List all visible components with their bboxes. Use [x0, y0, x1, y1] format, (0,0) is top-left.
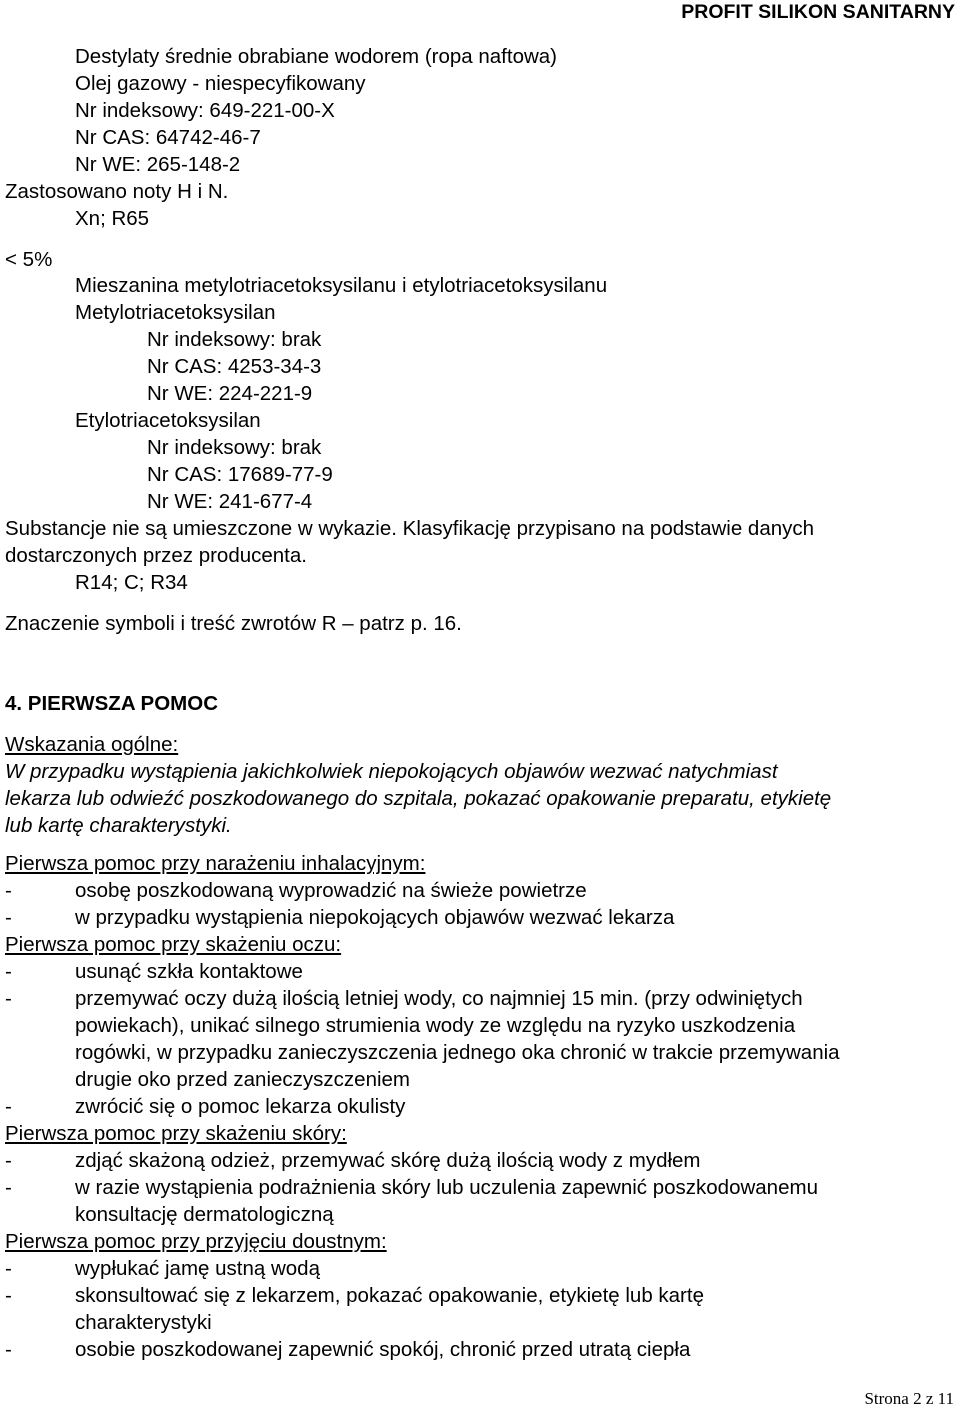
bullet: -: [5, 960, 12, 983]
component-name: Destylaty średnie obrabiane wodorem (ropa naftowa): [75, 45, 558, 68]
subsection-heading: Pierwsza pomoc przy przyjęciu doustnym:: [5, 1230, 387, 1253]
classification-note: Substancje nie są umieszczone w wykazie. Klasyfikację przypisano na podstawie danych: [5, 517, 815, 540]
general-instructions: W przypadku wystąpienia jakichkolwiek niepokojących objawów wezwać natychmiast: [5, 760, 778, 783]
index-number: Nr indeksowy: brak: [147, 328, 322, 351]
index-number: Nr indeksowy: 649-221-00-X: [75, 99, 335, 122]
bullet: -: [5, 1338, 12, 1361]
concentration: < 5%: [5, 248, 53, 271]
list-item-text: skonsultować się z lekarzem, pokazać opakowanie, etykietę lub kartę: [75, 1284, 704, 1307]
classification: R14; C; R34: [75, 571, 188, 594]
document-header-title: PROFIT SILIKON SANITARNY: [681, 1, 955, 23]
substance-name: Etylotriacetoksysilan: [75, 409, 261, 432]
list-item-text: powiekach), unikać silnego strumienia wody ze względu na ryzyko uszkodzenia: [75, 1014, 796, 1037]
list-item-text: zwrócić się o pomoc lekarza okulisty: [75, 1095, 406, 1118]
bullet: -: [5, 879, 12, 902]
bullet: -: [5, 1284, 12, 1307]
bullet: -: [5, 906, 12, 929]
list-item-text: charakterystyki: [75, 1311, 212, 1334]
subsection-heading: Wskazania ogólne:: [5, 733, 179, 756]
subsection-heading: Pierwsza pomoc przy skażeniu skóry:: [5, 1122, 347, 1145]
list-item-text: konsultację dermatologiczną: [75, 1203, 334, 1226]
list-item-text: w przypadku wystąpienia niepokojących objawów wezwać lekarza: [75, 906, 675, 929]
list-item-text: rogówki, w przypadku zanieczyszczenia jednego oka chronić w trakcie przemywania: [75, 1041, 840, 1064]
general-instructions: lub kartę charakterystyki.: [5, 814, 232, 837]
section-title: 4. PIERWSZA POMOC: [5, 692, 218, 715]
list-item-text: osobę poszkodowaną wyprowadzić na świeże powietrze: [75, 879, 587, 902]
subsection-heading: Pierwsza pomoc przy skażeniu oczu:: [5, 933, 342, 956]
we-number: Nr WE: 241-677-4: [147, 490, 313, 513]
index-number: Nr indeksowy: brak: [147, 436, 322, 459]
we-number: Nr WE: 224-221-9: [147, 382, 313, 405]
bullet: -: [5, 987, 12, 1010]
page-number: Strona 2 z 11: [864, 1389, 954, 1408]
list-item-text: w razie wystąpienia podrażnienia skóry lub uczulenia zapewnić poszkodowanemu: [75, 1176, 818, 1199]
bullet: -: [5, 1095, 12, 1118]
subsection-heading: Pierwsza pomoc przy narażeniu inhalacyjnym:: [5, 852, 426, 875]
list-item-text: przemywać oczy dużą ilością letniej wody, co najmniej 15 min. (przy odwiniętych: [75, 987, 803, 1010]
list-item-text: usunąć szkła kontaktowe: [75, 960, 303, 983]
mixture-name: Mieszanina metylotriacetoksysilanu i etylotriacetoksysilanu: [75, 274, 608, 297]
bullet: -: [5, 1176, 12, 1199]
list-item-text: wypłukać jamę ustną wodą: [75, 1257, 320, 1280]
general-instructions: lekarza lub odwieźć poszkodowanego do szpitala, pokazać opakowanie preparatu, etykietę: [5, 787, 832, 810]
substance-name: Metylotriacetoksysilan: [75, 301, 276, 324]
bullet: -: [5, 1257, 12, 1280]
cas-number: Nr CAS: 64742-46-7: [75, 126, 261, 149]
component-name-alt: Olej gazowy - niespecyfikowany: [75, 72, 366, 95]
classification: Xn; R65: [75, 207, 150, 230]
cas-number: Nr CAS: 4253-34-3: [147, 355, 322, 378]
we-number: Nr WE: 265-148-2: [75, 153, 241, 176]
bullet: -: [5, 1149, 12, 1172]
list-item-text: osobie poszkodowanej zapewnić spokój, chronić przed utratą ciepła: [75, 1338, 691, 1361]
list-item-text: drugie oko przed zanieczyszczeniem: [75, 1068, 410, 1091]
list-item-text: zdjąć skażoną odzież, przemywać skórę dużą ilością wody z mydłem: [75, 1149, 701, 1172]
classification-note-cont: dostarczonych przez producenta.: [5, 544, 307, 567]
symbols-note: Znaczenie symboli i treść zwrotów R – patrz p. 16.: [5, 612, 462, 635]
notes-applied: Zastosowano noty H i N.: [5, 180, 229, 203]
cas-number: Nr CAS: 17689-77-9: [147, 463, 333, 486]
